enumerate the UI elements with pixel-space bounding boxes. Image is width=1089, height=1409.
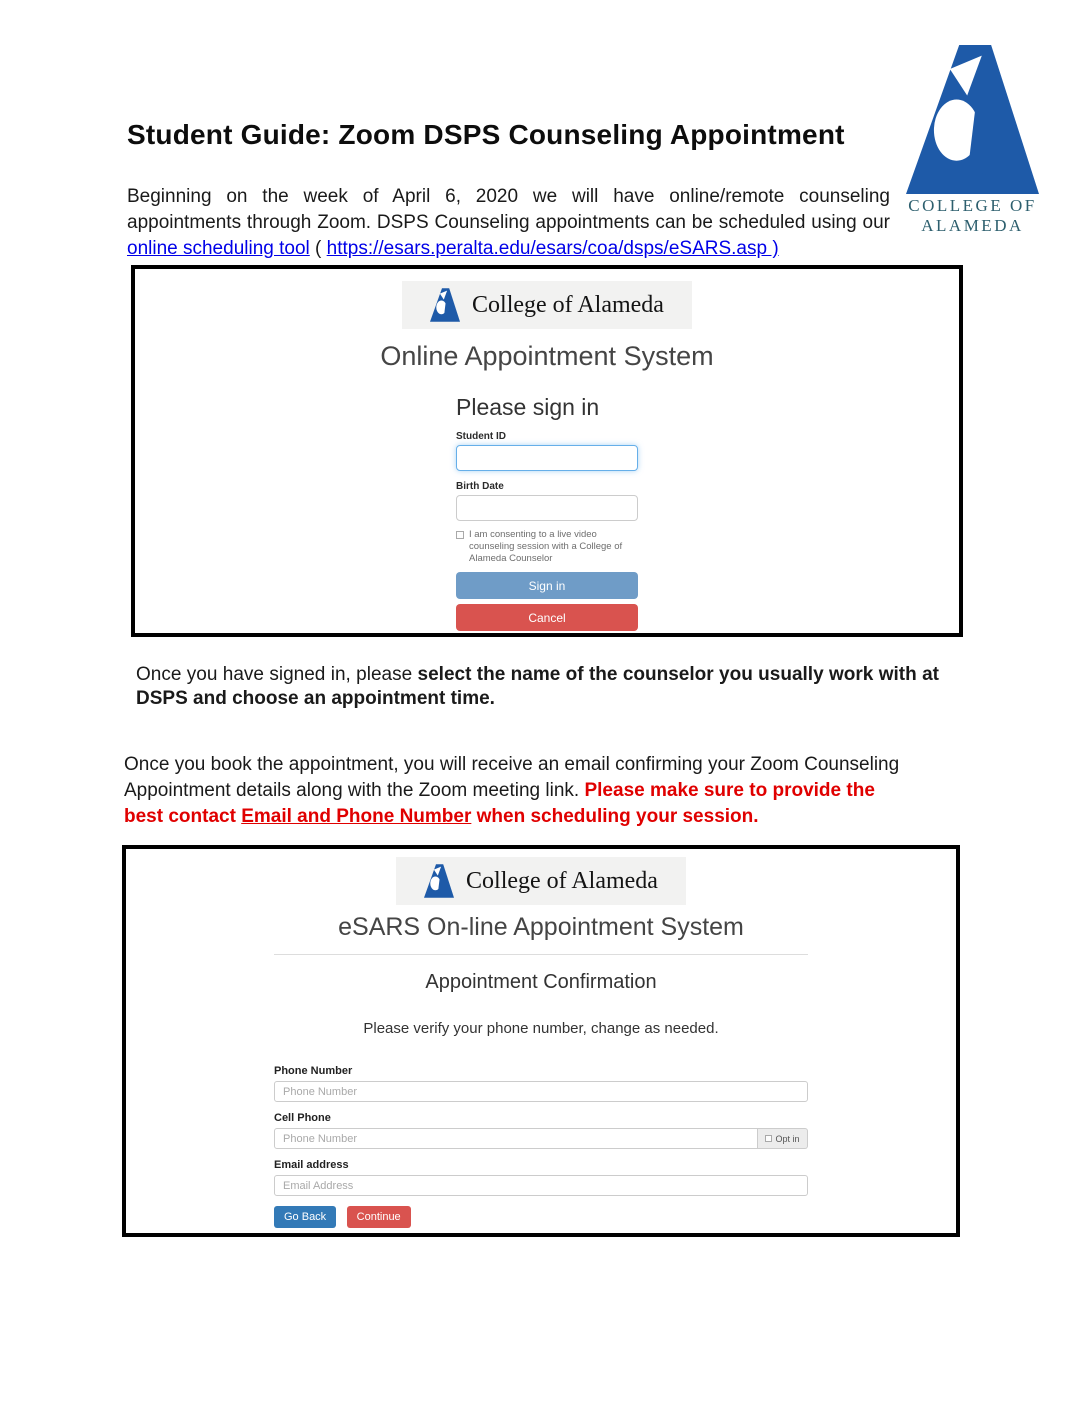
continue-button[interactable]: Continue — [347, 1206, 411, 1228]
booking-warning-text-end: when scheduling your session. — [471, 806, 759, 827]
college-logo-a-mark-icon — [906, 45, 1039, 194]
please-sign-in-heading: Please sign in — [456, 394, 600, 420]
divider — [274, 954, 808, 955]
cell-phone-label: Cell Phone — [274, 1112, 331, 1124]
cell-phone-group — [274, 1112, 808, 1149]
email-address-input[interactable] — [274, 1175, 808, 1196]
intro-text-between: ( — [309, 238, 327, 259]
confirmation-buttons — [274, 1206, 808, 1228]
booking-warning-text: Please make sure to provide the best contact — [124, 780, 875, 827]
confirmation-screenshot-frame — [122, 845, 960, 1237]
signin-logo-text: College of Alameda — [472, 291, 664, 318]
college-of-alameda-logo — [900, 45, 1045, 236]
opt-in-label: Opt in — [775, 1133, 800, 1144]
confirmation-logo-text: College of Alameda — [466, 867, 658, 894]
college-logo-line2: ALAMEDA — [921, 216, 1024, 235]
verify-phone-instruction: Please verify your phone number, change as needed. — [363, 1020, 719, 1037]
signed-in-normal-text: Once you have signed in, please — [136, 664, 418, 685]
college-logo-line1: COLLEGE OF — [908, 196, 1037, 215]
birth-date-label: Birth Date — [456, 481, 504, 492]
consent-checkbox[interactable] — [456, 531, 464, 539]
appointment-confirmation-heading: Appointment Confirmation — [425, 971, 657, 993]
booking-warning-underlined: Email and Phone Number — [241, 806, 472, 827]
phone-number-group — [274, 1065, 808, 1102]
college-logo-text — [900, 196, 1045, 236]
booking-normal-text: Once you book the appointment, you will receive an email confirming your Zoom Counseling Appointment details along with the Zoom meeting link. — [124, 754, 900, 801]
signed-in-paragraph — [136, 663, 939, 711]
intro-text: Beginning on the week of April 6, 2020 we will have online/remote counseling appointments through Zoom. DSPS Counseling appointments can be scheduled using our — [127, 186, 890, 233]
opt-in-addon[interactable] — [758, 1128, 808, 1149]
college-logo-a-mark-icon — [430, 288, 460, 322]
confirmation-form — [274, 1065, 808, 1228]
cancel-button[interactable]: Cancel — [456, 604, 638, 631]
intro-paragraph — [127, 184, 890, 262]
consent-row — [456, 529, 638, 565]
signed-in-bold-text: select the name of the counselor you usually work with at DSPS and choose an appointment time. — [136, 664, 939, 709]
go-back-button[interactable]: Go Back — [274, 1206, 336, 1228]
esars-url-link[interactable]: https://esars.peralta.edu/esars/coa/dsps/eSARS.asp ) — [326, 238, 779, 259]
email-group — [274, 1159, 808, 1196]
page-title: Student Guide: Zoom DSPS Counseling Appointment — [127, 119, 845, 150]
student-id-input[interactable] — [456, 445, 638, 471]
email-address-label: Email address — [274, 1159, 349, 1171]
online-appointment-system-title: Online Appointment System — [380, 341, 714, 371]
online-scheduling-tool-link[interactable]: online scheduling tool — [127, 238, 310, 259]
phone-number-input[interactable] — [274, 1081, 808, 1102]
booking-paragraph — [124, 752, 916, 830]
cell-phone-input[interactable] — [274, 1128, 758, 1149]
esars-system-title: eSARS On-line Appointment System — [338, 913, 744, 941]
consent-text: I am consenting to a live video counseling session with a College of Alameda Counselor — [469, 529, 623, 564]
birth-date-input[interactable] — [456, 495, 638, 521]
signin-form — [456, 394, 638, 631]
phone-number-label: Phone Number — [274, 1065, 353, 1077]
opt-in-checkbox[interactable] — [765, 1135, 772, 1142]
signin-logo-band — [402, 281, 692, 329]
signin-screenshot-frame — [131, 265, 963, 637]
student-id-label: Student ID — [456, 431, 506, 442]
confirmation-logo-band — [396, 857, 686, 905]
sign-in-button[interactable]: Sign in — [456, 572, 638, 599]
college-logo-a-mark-icon — [424, 864, 454, 898]
